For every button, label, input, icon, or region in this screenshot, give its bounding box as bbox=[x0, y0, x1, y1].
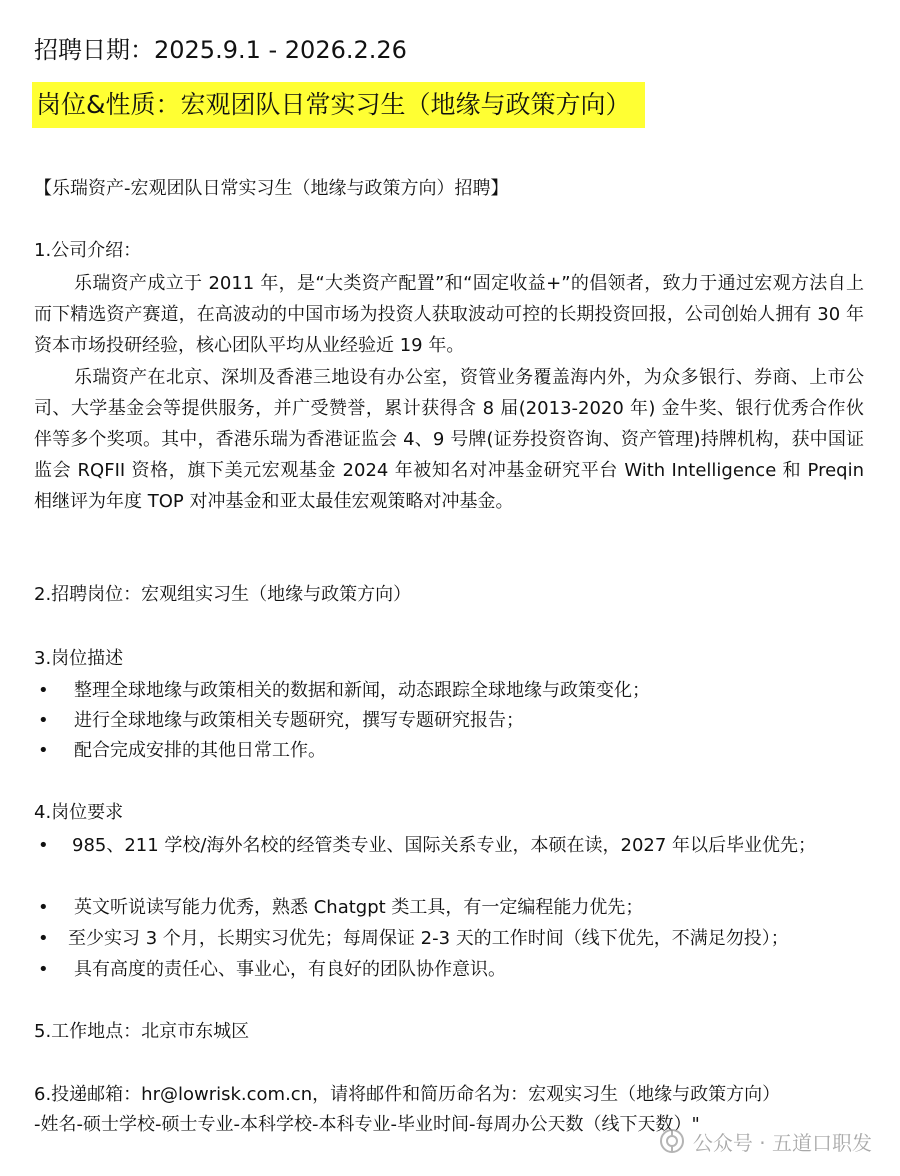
bullet-icon: • bbox=[38, 835, 49, 856]
bullet-icon: • bbox=[38, 928, 49, 949]
section-heading-requirements: 4.岗位要求 bbox=[34, 802, 124, 823]
watermark-text: 公众号 · 五道口职发 bbox=[692, 1130, 872, 1155]
bullet-icon: • bbox=[38, 959, 49, 980]
requirement-text: 英文听说读写能力优秀，熟悉 Chatgpt 类工具，有一定编程能力优先； bbox=[74, 897, 644, 918]
position-highlight-banner: 岗位&性质：宏观团队日常实习生（地缘与政策方向） bbox=[32, 82, 645, 128]
job-description-item bbox=[38, 706, 524, 736]
company-intro-paragraph-2: 乐瑞资产在北京、深圳及香港三地设有办公室，资管业务覆盖海内外，为众多银行、券商、上市公司、大学基金会等提供服务，并广受赞誉，累计获得含 8 届(2013-2020 年) 金牛奖、银行优秀合作伙伴等多个奖项。其中，香港乐瑞为香港证监会 4、9 号牌(证券投资咨询、资产管理)持牌机构，获中国证监会 RQFII 资格，旗下美元宏观基金 2024 年被知名对冲基金研究平台 With Intelligence 和 Preqin 相继评为年度 TOP 对冲基金和亚太最佳宏观策略对冲基金。 bbox=[34, 367, 864, 512]
posting-title: 【乐瑞资产-宏观团队日常实习生（地缘与政策方向）招聘】 bbox=[34, 178, 509, 199]
bullet-icon: • bbox=[38, 680, 49, 701]
wechat-official-account-icon bbox=[659, 1128, 685, 1154]
bullet-icon: • bbox=[38, 897, 49, 918]
section-heading-job-description: 3.岗位描述 bbox=[34, 648, 124, 669]
job-description-item bbox=[38, 736, 326, 766]
watermark bbox=[659, 1124, 872, 1158]
job-description-item bbox=[38, 676, 650, 706]
requirement-text: 具有高度的责任心、事业心，有良好的团队协作意识。 bbox=[74, 959, 506, 980]
requirement-item bbox=[38, 955, 506, 985]
bullet-icon: • bbox=[38, 710, 49, 731]
job-description-text: 配合完成安排的其他日常工作。 bbox=[74, 740, 326, 761]
requirement-item bbox=[38, 893, 643, 923]
job-description-text: 整理全球地缘与政策相关的数据和新闻，动态跟踪全球地缘与政策变化； bbox=[74, 680, 650, 701]
requirement-text: 至少实习 3 个月，长期实习优先；每周保证 2-3 天的工作时间（线下优先，不满足勿投）； bbox=[68, 928, 789, 949]
requirement-item bbox=[34, 830, 864, 861]
company-intro-paragraph-1: 乐瑞资产成立于 2011 年，是“大类资产配置”和“固定收益+”的倡领者，致力于通过宏观方法自上而下精选资产赛道，在高波动的中国市场为投资人获取波动可控的长期投资回报，公司创始人拥有 30 年资本市场投研经验，核心团队平均从业经验近 19 年。 bbox=[34, 273, 864, 356]
job-description-text: 进行全球地缘与政策相关专题研究，撰写专题研究报告； bbox=[74, 710, 524, 731]
section-heading-company-intro: 1.公司介绍： bbox=[34, 240, 142, 261]
section-heading-position: 2.招聘岗位：宏观组实习生（地缘与政策方向） bbox=[34, 584, 412, 605]
requirement-item bbox=[38, 924, 789, 954]
recruitment-date: 招聘日期：2025.9.1 - 2026.2.26 bbox=[34, 36, 407, 64]
application-email-line: 6.投递邮箱：hr@lowrisk.com.cn，请将邮件和简历命名为：宏观实习生（地缘与政策方向） bbox=[34, 1084, 781, 1105]
application-naming-format: -姓名-硕士学校-硕士专业-本科学校-本科专业-毕业时间-每周办公天数（线下天数）" bbox=[34, 1114, 700, 1135]
section-heading-work-location: 5.工作地点：北京市东城区 bbox=[34, 1021, 250, 1042]
bullet-icon: • bbox=[38, 740, 49, 761]
requirement-text: 985、211 学校/海外名校的经管类专业、国际关系专业，本硕在读，2027 年以后毕业优先； bbox=[72, 835, 817, 856]
